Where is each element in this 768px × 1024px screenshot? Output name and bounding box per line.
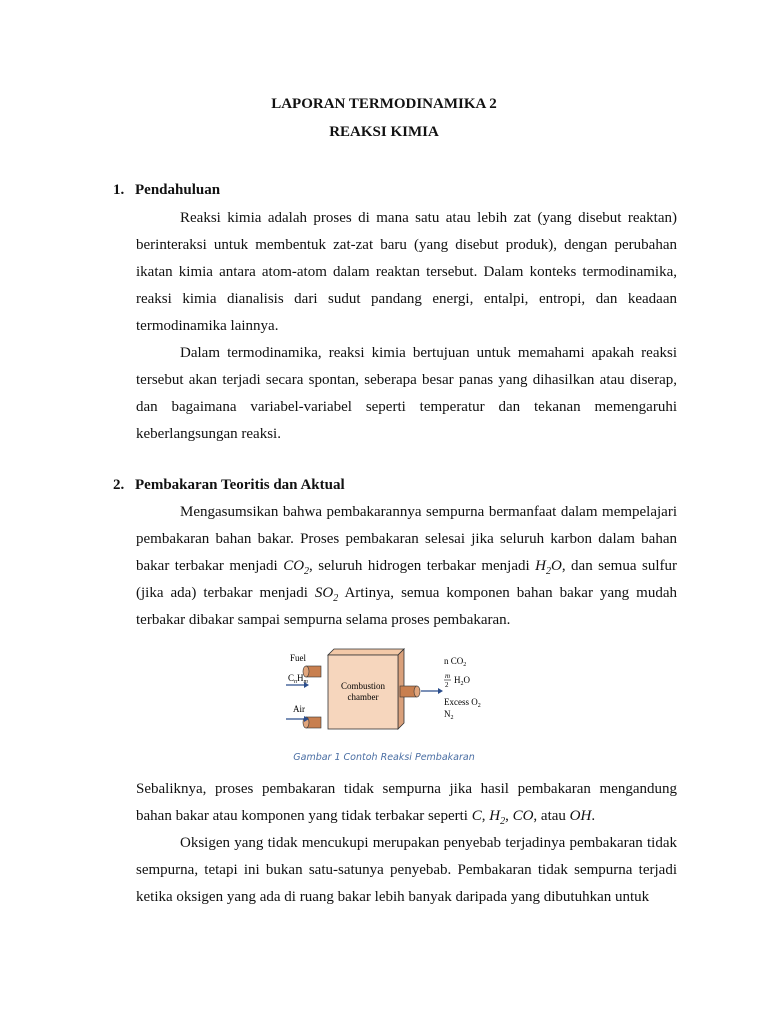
fuel-formula-label: $C_nH_m$ bbox=[288, 673, 308, 685]
formula-oh: OH bbox=[569, 808, 592, 824]
section-1-heading bbox=[113, 182, 220, 199]
section-2-paragraph-3: Oksigen yang tidak mencukupi merupakan penyebab terjadinya pembakaran tidak sempurna, tetapi ini bukan satu-satunya penyebab. Pembakaran tidak sempurna terjadi ketika oksigen yang ada di ruang bakar lebih banyak daripada yang dibutuhkan untuk bbox=[136, 835, 677, 905]
air-label: Air bbox=[293, 704, 305, 714]
formula-h2: $H_2$ bbox=[489, 808, 506, 827]
chamber-label-line1: Combustion bbox=[340, 681, 386, 691]
section-2-paragraph-2: Sebaliknya, proses pembakaran tidak sempurna jika hasil pembakaran mengandung bahan bakar atau komponen yang tidak terbakar seperti C, $H_2$, CO, atau OH. bbox=[136, 781, 677, 827]
combustion-figure bbox=[284, 645, 494, 735]
text-run: , dan semua sulfur (jika ada) terbakar menjadi bbox=[136, 558, 677, 601]
text-run: Mengasumsikan bahwa pembakarannya sempurna bermanfaat dalam mempelajari pembakaran bahan bakar. Proses pembakaran selesai jika seluruh karbon dalam bahan bakar terbakar menjadi bbox=[136, 504, 677, 574]
report-title: LAPORAN TERMODINAMIKA 2 bbox=[271, 96, 497, 112]
combustion-diagram bbox=[284, 645, 494, 735]
section-1-paragraph-2: Dalam termodinamika, reaksi kimia bertujuan untuk memahami apakah reaksi tersebut akan terjadi secara spontan, seberapa besar panas yang dihasilkan atau diserap, dan bagaimana variabel-variabel seperti temperatur dan tekanan memengaruhi keberlangsungan reaksi. bbox=[136, 345, 677, 442]
chamber-label-line2: chamber bbox=[347, 692, 379, 702]
output-co2: n $CO_2$ bbox=[444, 656, 467, 668]
output-excess-o2: Excess $O_2$ bbox=[444, 697, 481, 709]
text-run: , seluruh hidrogen terbakar menjadi bbox=[309, 558, 536, 574]
text-run: Sebaliknya, proses pembakaran tidak sempurna jika hasil pembakaran mengandung bahan bakar atau komponen yang tidak terbakar seperti bbox=[136, 781, 677, 824]
output-h2o-frac-bottom: 2 bbox=[445, 681, 449, 689]
chamber-top bbox=[328, 649, 404, 655]
report-subtitle: REAKSI KIMIA bbox=[329, 124, 439, 140]
section-2-number: 2. bbox=[113, 477, 125, 493]
output-h2o-frac-top: m bbox=[445, 672, 451, 680]
section-2-heading bbox=[113, 477, 345, 494]
formula-c: C bbox=[471, 808, 482, 824]
section-2-paragraph-1 bbox=[136, 499, 677, 634]
section-1-number: 1. bbox=[113, 182, 125, 198]
output-n2: $N_2$ bbox=[444, 709, 454, 721]
output-h2o: $H_2O$ bbox=[454, 675, 470, 687]
fuel-label: Fuel bbox=[290, 653, 307, 663]
formula-h2o: $H_2O$ bbox=[535, 558, 562, 577]
section-1-paragraph-1: Reaksi kimia adalah proses di mana satu atau lebih zat (yang disebut reaktan) berinteraksi untuk membentuk zat-zat baru (yang disebut produk), dengan perubahan ikatan kimia antara atom-atom dalam reaktan tersebut. Dalam konteks termodinamika, reaksi kimia dianalisis dari sudut pandang energi, entalpi, entropi, dan keadaan termodinamika lainnya. bbox=[136, 210, 677, 334]
section-2-title: Pembakaran Teoritis dan Aktual bbox=[135, 477, 345, 493]
section-1-title: Pendahuluan bbox=[135, 182, 221, 198]
formula-so2: $SO_2$ bbox=[314, 585, 339, 604]
formula-co: CO bbox=[512, 808, 534, 824]
figure-caption: Gambar 1 Contoh Reaksi Pembakaran bbox=[293, 752, 475, 763]
formula-co2: $CO_2$ bbox=[283, 558, 310, 577]
text-run: Artinya, semua komponen bahan bakar yang mudah terbakar dibakar sampai sempurna selama proses pembakaran. bbox=[136, 585, 678, 628]
